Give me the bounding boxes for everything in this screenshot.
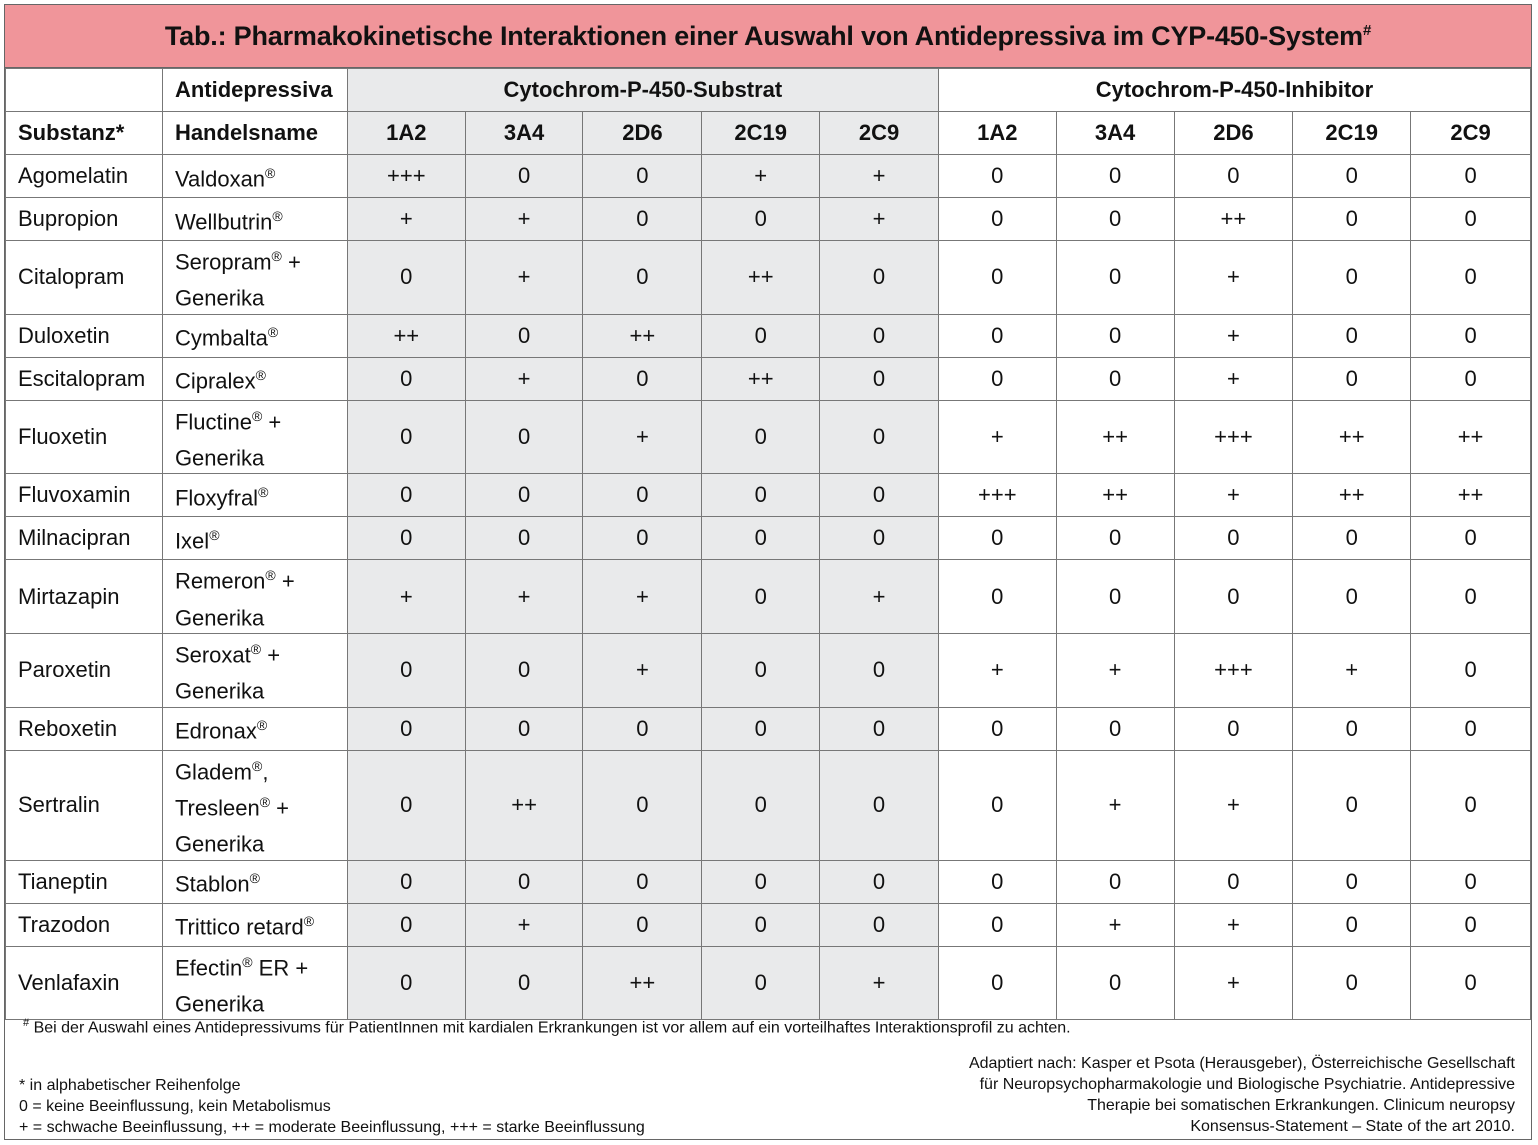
handelsname-cell: [162, 155, 347, 198]
substrat-value-cell: 0: [702, 560, 820, 634]
substrat-value-cell: 0: [465, 707, 583, 750]
inhibitor-value-cell: 0: [1411, 155, 1531, 198]
handelsname-cell: [162, 707, 347, 750]
substrat-value-cell: 0: [465, 633, 583, 707]
substrat-value-cell: 0: [347, 750, 465, 860]
substanz-cell: Milnacipran: [6, 517, 163, 560]
substrat-value-cell: +: [820, 946, 939, 1020]
handelsname-cell: [162, 400, 347, 474]
handelsname-name: Generika: [174, 604, 265, 630]
substrat-value-cell: +: [820, 198, 939, 241]
substrat-value-cell: +: [820, 155, 939, 198]
enzyme-header: 2C19: [702, 112, 820, 155]
group-header-row: [6, 69, 1531, 112]
substrat-value-cell: 0: [583, 860, 702, 903]
substrat-value-cell: 0: [702, 198, 820, 241]
inhibitor-value-cell: 0: [938, 241, 1056, 315]
handelsname-line: [175, 277, 347, 313]
handelsname-line: [175, 906, 347, 942]
legend-line: * in alphabetischer Reihenfolge: [19, 1077, 241, 1094]
empty-header-cell: [6, 69, 163, 112]
inhibitor-value-cell: 0: [1293, 707, 1411, 750]
inhibitor-value-cell: +: [1174, 903, 1293, 946]
table-title: Tab.: Pharmakokinetische Interaktionen einer Auswahl von Antidepressiva im CYP-450-System#: [164, 20, 1372, 51]
substrat-value-cell: 0: [820, 474, 939, 517]
handelsname-cell: [162, 241, 347, 315]
handelsname-line: [175, 710, 347, 746]
substrat-value-cell: 0: [820, 400, 939, 474]
substrat-value-cell: 0: [820, 357, 939, 400]
table-row: [6, 314, 1531, 357]
inhibitor-value-cell: +++: [1174, 633, 1293, 707]
substrat-value-cell: 0: [583, 241, 702, 315]
handelsname-name: Wellbutrin: [174, 209, 273, 235]
inhibitor-value-cell: +++: [938, 474, 1056, 517]
inhibitor-value-cell: +: [938, 400, 1056, 474]
handelsname-line: [175, 158, 347, 194]
substanz-cell: Paroxetin: [6, 633, 163, 707]
inhibitor-value-cell: ++: [1056, 474, 1174, 517]
handelsname-name: Fluctine: [174, 408, 252, 434]
inhibitor-value-cell: +++: [1174, 400, 1293, 474]
substrat-value-cell: 0: [465, 474, 583, 517]
inhibitor-value-cell: ++: [1411, 474, 1531, 517]
inhibitor-value-cell: 0: [938, 946, 1056, 1020]
table-row: [6, 707, 1531, 750]
inhibitor-value-cell: ++: [1293, 400, 1411, 474]
enzyme-header: 1A2: [938, 112, 1056, 155]
handelsname-line: [175, 201, 347, 237]
inhibitor-value-cell: 0: [1411, 707, 1531, 750]
handelsname-header: Handelsname: [162, 112, 347, 155]
inhibitor-value-cell: +: [1174, 946, 1293, 1020]
handelsname-line: [175, 360, 347, 396]
substrat-value-cell: ++: [583, 946, 702, 1020]
substrat-value-cell: +: [583, 560, 702, 634]
table-row: [6, 400, 1531, 474]
handelsname-name: Cipralex: [174, 368, 256, 394]
inhibitor-value-cell: +: [1056, 633, 1174, 707]
inhibitor-value-cell: 0: [938, 860, 1056, 903]
substanz-cell: Reboxetin: [6, 707, 163, 750]
handelsname-name: Valdoxan: [174, 166, 266, 192]
substanz-cell: Sertralin: [6, 750, 163, 860]
handelsname-suffix: +: [270, 795, 290, 821]
registered-mark: ®: [265, 164, 276, 181]
inhibitor-value-cell: 0: [1293, 946, 1411, 1020]
registered-mark: ®: [251, 407, 263, 424]
handelsname-name: Efectin: [174, 954, 243, 980]
table-row: [6, 198, 1531, 241]
substrat-value-cell: 0: [583, 750, 702, 860]
handelsname-name: Cymbalta: [174, 325, 268, 351]
handelsname-line: [175, 241, 347, 277]
enzyme-header: 2C9: [820, 112, 939, 155]
substrat-value-cell: 0: [702, 946, 820, 1020]
substrat-value-cell: 0: [347, 633, 465, 707]
substrat-value-cell: 0: [347, 474, 465, 517]
inhibitor-value-cell: 0: [938, 357, 1056, 400]
handelsname-line: [175, 317, 347, 353]
inhibitor-value-cell: 0: [1411, 750, 1531, 860]
substrat-value-cell: 0: [702, 903, 820, 946]
substrat-value-cell: 0: [583, 474, 702, 517]
handelsname-line: [175, 863, 347, 899]
substrat-value-cell: 0: [347, 903, 465, 946]
inhibitor-value-cell: 0: [1293, 241, 1411, 315]
inhibitor-value-cell: +: [938, 633, 1056, 707]
inhibitor-value-cell: +: [1056, 903, 1174, 946]
registered-mark: ®: [255, 367, 266, 384]
handelsname-cell: [162, 517, 347, 560]
substrat-value-cell: +: [583, 400, 702, 474]
footnote-text: Bei der Auswahl eines Antidepressivums für PatientInnen mit kardialen Erkrankungen ist vor allem auf ein vorteilhaftes Interaktionsprofil zu achten.: [29, 1019, 1071, 1037]
inhibitor-value-cell: 0: [1174, 860, 1293, 903]
inhibitor-value-cell: +: [1174, 241, 1293, 315]
inhibitor-value-cell: 0: [1056, 155, 1174, 198]
inhibitor-value-cell: 0: [938, 707, 1056, 750]
inhibitor-value-cell: 0: [1411, 198, 1531, 241]
handelsname-name: Edronax: [174, 718, 257, 744]
substrat-value-cell: 0: [347, 357, 465, 400]
inhibitor-value-cell: 0: [1056, 357, 1174, 400]
substanz-header: Substanz*: [6, 112, 163, 155]
inhibitor-value-cell: 0: [1411, 357, 1531, 400]
handelsname-name: Seroxat: [174, 642, 251, 668]
substrat-value-cell: +: [347, 560, 465, 634]
handelsname-name: Generika: [174, 991, 265, 1017]
substrat-value-cell: 0: [820, 314, 939, 357]
table-frame: [4, 4, 1532, 1140]
substanz-cell: Fluoxetin: [6, 400, 163, 474]
inhibitor-value-cell: 0: [938, 560, 1056, 634]
inhibitor-value-cell: 0: [1056, 946, 1174, 1020]
title-footnote-mark: #: [1362, 21, 1372, 39]
substrat-value-cell: 0: [702, 474, 820, 517]
handelsname-line: [175, 520, 347, 556]
inhibitor-value-cell: ++: [1174, 198, 1293, 241]
inhibitor-value-cell: 0: [1411, 946, 1531, 1020]
substrat-group-header: Cytochrom-P-450-Substrat: [347, 69, 938, 112]
inhibitor-value-cell: 0: [1174, 155, 1293, 198]
substrat-value-cell: 0: [702, 707, 820, 750]
substrat-value-cell: 0: [465, 517, 583, 560]
source-line: Therapie bei somatischen Erkrankungen. Clinicum neuropsy: [1087, 1097, 1515, 1114]
substrat-value-cell: 0: [702, 633, 820, 707]
handelsname-line: [175, 983, 347, 1019]
substanz-cell: Mirtazapin: [6, 560, 163, 634]
handelsname-line: [175, 477, 347, 513]
handelsname-suffix: +: [261, 642, 281, 668]
registered-mark: ®: [259, 793, 271, 810]
inhibitor-value-cell: 0: [1411, 860, 1531, 903]
substrat-value-cell: 0: [820, 903, 939, 946]
substrat-value-cell: 0: [702, 400, 820, 474]
substrat-value-cell: +: [465, 198, 583, 241]
table-row: [6, 560, 1531, 634]
substrat-value-cell: ++: [583, 314, 702, 357]
handelsname-suffix: ,: [262, 758, 269, 784]
substrat-value-cell: 0: [347, 946, 465, 1020]
enzyme-header: 3A4: [1056, 112, 1174, 155]
substrat-value-cell: 0: [347, 400, 465, 474]
inhibitor-value-cell: 0: [938, 155, 1056, 198]
source-line: Konsensus-Statement – State of the art 2010.: [1190, 1118, 1515, 1135]
legend-line: + = schwache Beeinflussung, ++ = moderate Beeinflussung, +++ = starke Beeinflussung: [19, 1119, 645, 1136]
registered-mark: ®: [251, 757, 263, 774]
registered-mark: ®: [249, 870, 260, 887]
inhibitor-value-cell: +: [1056, 750, 1174, 860]
handelsname-cell: [162, 314, 347, 357]
inhibitor-value-cell: 0: [1056, 707, 1174, 750]
substrat-value-cell: 0: [465, 155, 583, 198]
substrat-value-cell: ++: [702, 357, 820, 400]
inhibitor-value-cell: +: [1174, 357, 1293, 400]
inhibitor-value-cell: ++: [1411, 400, 1531, 474]
substrat-value-cell: +: [465, 903, 583, 946]
substrat-value-cell: 0: [583, 357, 702, 400]
handelsname-cell: [162, 633, 347, 707]
substrat-value-cell: +: [465, 560, 583, 634]
handelsname-line: [175, 437, 347, 473]
inhibitor-value-cell: +: [1174, 474, 1293, 517]
inhibitor-value-cell: 0: [1174, 707, 1293, 750]
substanz-cell: Citalopram: [6, 241, 163, 315]
table-row: [6, 474, 1531, 517]
table-row: [6, 903, 1531, 946]
handelsname-line: [175, 787, 347, 823]
inhibitor-value-cell: 0: [938, 750, 1056, 860]
substanz-cell: Duloxetin: [6, 314, 163, 357]
substanz-cell: Agomelatin: [6, 155, 163, 198]
handelsname-suffix: +: [281, 249, 301, 275]
handelsname-name: Generika: [174, 831, 265, 857]
table-row: [6, 155, 1531, 198]
handelsname-cell: [162, 946, 347, 1020]
inhibitor-value-cell: 0: [1411, 241, 1531, 315]
substrat-value-cell: 0: [583, 155, 702, 198]
inhibitor-value-cell: 0: [1411, 314, 1531, 357]
handelsname-cell: [162, 903, 347, 946]
registered-mark: ®: [265, 567, 276, 584]
substrat-value-cell: 0: [702, 860, 820, 903]
handelsname-cell: [162, 560, 347, 634]
handelsname-cell: [162, 357, 347, 400]
inhibitor-value-cell: 0: [1056, 517, 1174, 560]
inhibitor-value-cell: 0: [1411, 517, 1531, 560]
inhibitor-value-cell: 0: [1411, 903, 1531, 946]
substrat-value-cell: 0: [820, 517, 939, 560]
substrat-value-cell: ++: [465, 750, 583, 860]
source-line: für Neuropsychopharmakologie und Biologische Psychiatrie. Antidepressive: [979, 1076, 1515, 1093]
inhibitor-value-cell: 0: [938, 198, 1056, 241]
substrat-value-cell: +++: [347, 155, 465, 198]
table-row: [6, 750, 1531, 860]
handelsname-line: [175, 597, 347, 633]
handelsname-line: [175, 560, 347, 596]
substrat-value-cell: +: [702, 155, 820, 198]
inhibitor-value-cell: 0: [1293, 560, 1411, 634]
substrat-value-cell: +: [347, 198, 465, 241]
table-row: [6, 517, 1531, 560]
handelsname-cell: [162, 750, 347, 860]
inhibitor-value-cell: ++: [1056, 400, 1174, 474]
registered-mark: ®: [303, 913, 315, 930]
registered-mark: ®: [256, 717, 268, 734]
inhibitor-value-cell: 0: [1056, 198, 1174, 241]
substrat-value-cell: 0: [347, 241, 465, 315]
handelsname-name: Stablon: [174, 871, 250, 897]
inhibitor-value-cell: 0: [1293, 903, 1411, 946]
inhibitor-value-cell: ++: [1293, 474, 1411, 517]
inhibitor-value-cell: 0: [1056, 314, 1174, 357]
handelsname-suffix: +: [262, 408, 282, 434]
handelsname-name: Remeron: [174, 568, 266, 594]
enzyme-header: 2D6: [583, 112, 702, 155]
substanz-cell: Tianeptin: [6, 860, 163, 903]
source-citation: [875, 1053, 1515, 1137]
inhibitor-value-cell: 0: [938, 517, 1056, 560]
registered-mark: ®: [267, 324, 279, 341]
handelsname-name: Tresleen: [174, 795, 260, 821]
inhibitor-value-cell: 0: [1056, 241, 1174, 315]
registered-mark: ®: [272, 207, 283, 224]
interaction-table: [5, 68, 1531, 1020]
inhibitor-value-cell: 0: [1293, 155, 1411, 198]
registered-mark: ®: [242, 953, 253, 970]
substrat-value-cell: +: [465, 241, 583, 315]
handelsname-line: [175, 947, 347, 983]
registered-mark: ®: [271, 248, 282, 264]
inhibitor-value-cell: 0: [1293, 198, 1411, 241]
inhibitor-value-cell: 0: [1293, 357, 1411, 400]
column-header-row: [6, 112, 1531, 155]
substanz-cell: Bupropion: [6, 198, 163, 241]
inhibitor-value-cell: 0: [1293, 860, 1411, 903]
antidepressiva-header: Antidepressiva: [162, 69, 347, 112]
enzyme-header: 2C9: [1411, 112, 1531, 155]
title-bar: [5, 5, 1531, 68]
handelsname-line: [175, 670, 347, 706]
substrat-value-cell: 0: [347, 517, 465, 560]
table-row: [6, 946, 1531, 1020]
inhibitor-value-cell: 0: [938, 314, 1056, 357]
handelsname-cell: [162, 860, 347, 903]
legend: [19, 1075, 645, 1138]
handelsname-name: Floxyfral: [174, 485, 259, 511]
handelsname-name: Seropram: [174, 249, 272, 275]
substrat-value-cell: 0: [583, 707, 702, 750]
handelsname-name: Generika: [174, 285, 265, 311]
handelsname-suffix: +: [275, 568, 295, 594]
substrat-value-cell: 0: [347, 860, 465, 903]
handelsname-line: [175, 634, 347, 670]
substanz-cell: Trazodon: [6, 903, 163, 946]
substrat-value-cell: ++: [347, 314, 465, 357]
handelsname-line: [175, 401, 347, 437]
handelsname-line: [175, 823, 347, 859]
registered-mark: ®: [250, 640, 262, 657]
inhibitor-value-cell: 0: [1056, 860, 1174, 903]
substrat-value-cell: 0: [702, 517, 820, 560]
substrat-value-cell: 0: [820, 860, 939, 903]
substrat-value-cell: 0: [583, 903, 702, 946]
table-row: [6, 241, 1531, 315]
inhibitor-value-cell: 0: [1056, 560, 1174, 634]
inhibitor-value-cell: 0: [1174, 560, 1293, 634]
enzyme-header: 3A4: [465, 112, 583, 155]
handelsname-suffix: ER +: [252, 954, 309, 980]
inhibitor-value-cell: 0: [938, 903, 1056, 946]
table-row: [6, 860, 1531, 903]
inhibitor-value-cell: 0: [1174, 517, 1293, 560]
inhibitor-value-cell: 0: [1293, 750, 1411, 860]
footnote: [23, 1017, 1071, 1037]
handelsname-name: Ixel: [174, 528, 210, 554]
handelsname-name: Trittico retard: [174, 914, 304, 940]
inhibitor-value-cell: 0: [1293, 314, 1411, 357]
enzyme-header: 2D6: [1174, 112, 1293, 155]
handelsname-cell: [162, 474, 347, 517]
inhibitor-group-header: Cytochrom-P-450-Inhibitor: [938, 69, 1530, 112]
handelsname-line: [175, 751, 347, 787]
table-row: [6, 357, 1531, 400]
substrat-value-cell: +: [820, 560, 939, 634]
source-line: Adaptiert nach: Kasper et Psota (Herausgeber), Österreichische Gesellschaft: [968, 1055, 1515, 1072]
substrat-value-cell: 0: [820, 750, 939, 860]
substanz-cell: Fluvoxamin: [6, 474, 163, 517]
substrat-value-cell: +: [583, 633, 702, 707]
handelsname-cell: [162, 198, 347, 241]
enzyme-header: 1A2: [347, 112, 465, 155]
inhibitor-value-cell: +: [1293, 633, 1411, 707]
substrat-value-cell: ++: [702, 241, 820, 315]
registered-mark: ®: [258, 484, 269, 501]
substanz-cell: Escitalopram: [6, 357, 163, 400]
registered-mark: ®: [209, 527, 220, 544]
substrat-value-cell: 0: [820, 707, 939, 750]
table-row: [6, 633, 1531, 707]
enzyme-header: 2C19: [1293, 112, 1411, 155]
substrat-value-cell: 0: [465, 860, 583, 903]
inhibitor-value-cell: 0: [1293, 517, 1411, 560]
legend-line: 0 = keine Beeinflussung, kein Metabolismus: [19, 1098, 331, 1115]
inhibitor-value-cell: 0: [1411, 633, 1531, 707]
substrat-value-cell: 0: [583, 198, 702, 241]
substrat-value-cell: 0: [347, 707, 465, 750]
substrat-value-cell: 0: [583, 517, 702, 560]
inhibitor-value-cell: +: [1174, 750, 1293, 860]
substanz-cell: Venlafaxin: [6, 946, 163, 1020]
handelsname-name: Generika: [174, 445, 265, 471]
substrat-value-cell: +: [465, 357, 583, 400]
substrat-value-cell: 0: [465, 946, 583, 1020]
substrat-value-cell: 0: [702, 750, 820, 860]
substrat-value-cell: 0: [465, 400, 583, 474]
substrat-value-cell: 0: [702, 314, 820, 357]
handelsname-name: Generika: [174, 678, 265, 704]
inhibitor-value-cell: +: [1174, 314, 1293, 357]
inhibitor-value-cell: 0: [1411, 560, 1531, 634]
footnote-mark: #: [23, 1017, 30, 1029]
handelsname-name: Gladem: [174, 758, 252, 784]
substrat-value-cell: 0: [465, 314, 583, 357]
substrat-value-cell: 0: [820, 633, 939, 707]
substrat-value-cell: 0: [820, 241, 939, 315]
